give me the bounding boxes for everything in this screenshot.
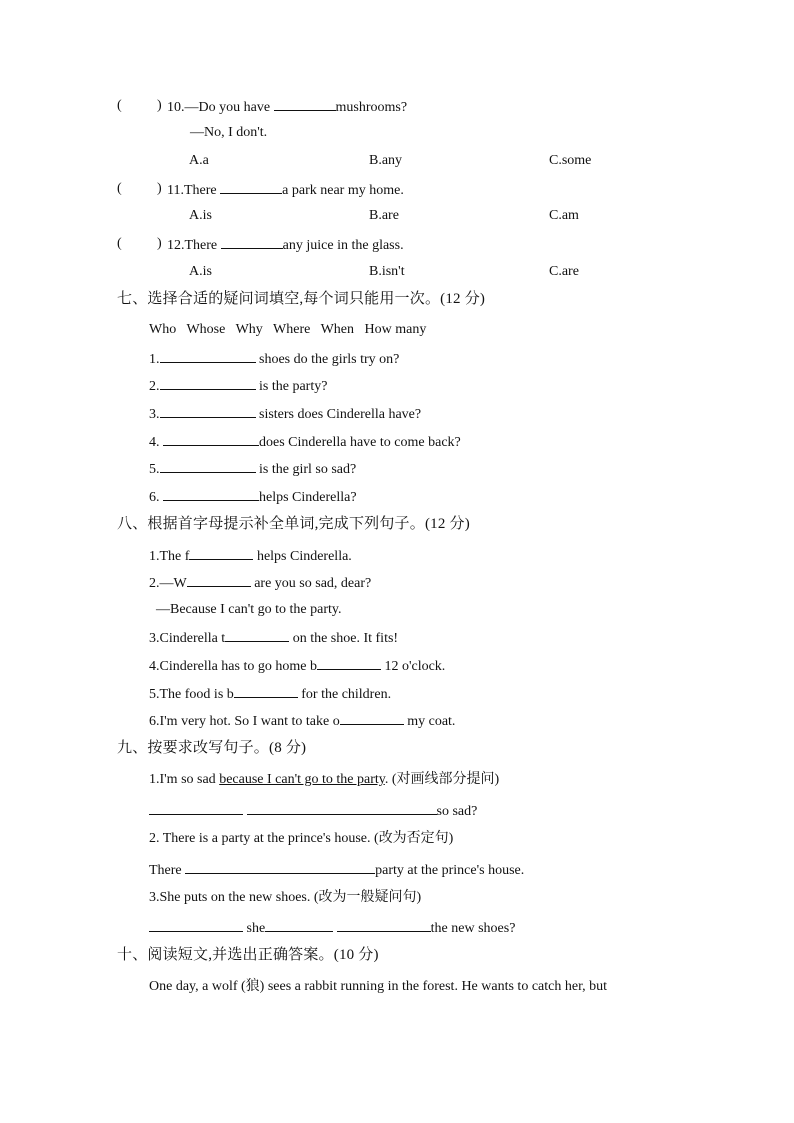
stem-text: any juice in the glass. — [282, 238, 404, 253]
item-text: so sad? — [436, 804, 478, 819]
part7-item-2 — [149, 376, 327, 394]
fill-blank[interactable] — [163, 487, 259, 501]
fill-blank[interactable] — [221, 235, 283, 249]
question-12-stem — [167, 235, 404, 253]
section-8-heading: 八、根据首字母提示补全单词,完成下列句子。(12 分) — [117, 516, 470, 532]
stem-text: mushrooms? — [335, 100, 408, 115]
word-bank: Who Whose Why Where When How many — [149, 322, 427, 337]
fill-blank[interactable] — [337, 918, 431, 932]
option-c[interactable]: C.some — [549, 153, 592, 168]
option-b[interactable]: B.any — [369, 153, 403, 168]
underlined-text: because I can't go to the party — [219, 772, 385, 787]
item-text: party at the prince's house. — [375, 863, 525, 878]
item-text: sisters does Cinderella have? — [259, 407, 422, 422]
fill-blank[interactable] — [187, 573, 251, 587]
fill-blank[interactable] — [274, 97, 336, 111]
item-number: 2. — [149, 379, 160, 394]
question-11-stem — [167, 180, 404, 198]
item-text: my coat. — [407, 714, 456, 729]
fill-blank[interactable] — [317, 656, 381, 670]
part7-item-6 — [149, 487, 357, 505]
item-text: 5.The food is b — [149, 687, 234, 702]
item-text: the new shoes? — [430, 921, 516, 936]
item-text: 4.Cinderella has to go home b — [149, 659, 317, 674]
part7-item-3 — [149, 404, 421, 422]
fill-blank[interactable] — [149, 918, 243, 932]
fill-blank[interactable] — [247, 801, 437, 815]
answer-paren-open: ( — [117, 236, 122, 251]
fill-blank[interactable] — [163, 432, 259, 446]
item-number: 4. — [149, 435, 160, 450]
part9-q3-answer — [149, 918, 515, 936]
part8-item-2-reply: —Because I can't go to the party. — [156, 602, 342, 617]
item-text: 2.—W — [149, 576, 187, 591]
fill-blank[interactable] — [160, 404, 256, 418]
item-text: is the girl so sad? — [259, 462, 357, 477]
passage-line: One day, a wolf (狼) sees a rabbit running in the forest. He wants to catch her, but — [149, 979, 608, 994]
fill-blank[interactable] — [149, 801, 243, 815]
item-text: for the children. — [301, 687, 392, 702]
option-b[interactable]: B.isn't — [369, 264, 405, 279]
part8-item-5 — [149, 684, 391, 702]
part9-q3: 3.She puts on the new shoes. (改为一般疑问句) — [149, 890, 422, 905]
fill-blank[interactable] — [340, 711, 404, 725]
item-text: does Cinderella have to come back? — [259, 435, 461, 450]
item-number: 3. — [149, 407, 160, 422]
item-text: she — [246, 921, 266, 936]
item-text: 12 o'clock. — [384, 659, 446, 674]
answer-paren-close: ) — [157, 181, 162, 196]
fill-blank[interactable] — [265, 918, 333, 932]
stem-text: There — [183, 183, 217, 198]
part9-q2-answer — [149, 860, 524, 878]
item-text: on the shoe. It fits! — [292, 631, 399, 646]
fill-blank[interactable] — [220, 180, 282, 194]
item-text: 1.The f — [149, 549, 190, 564]
answer-paren-close: ) — [157, 236, 162, 251]
item-text: . (对画线部分提问) — [384, 772, 500, 787]
option-a[interactable]: A.is — [189, 264, 212, 279]
answer-paren-close: ) — [157, 98, 162, 113]
item-text: are you so sad, dear? — [254, 576, 372, 591]
part7-item-1 — [149, 349, 399, 367]
option-a[interactable]: A.a — [189, 153, 209, 168]
part7-item-5 — [149, 459, 356, 477]
stem-text: There — [184, 238, 218, 253]
part8-item-1 — [149, 546, 352, 564]
option-c[interactable]: C.am — [549, 208, 579, 223]
fill-blank[interactable] — [225, 628, 289, 642]
section-9-heading: 九、按要求改写句子。(8 分) — [117, 740, 307, 756]
question-number: 11. — [167, 183, 184, 198]
part9-q2: 2. There is a party at the prince's house. (改为否定句) — [149, 831, 454, 846]
question-number: 12. — [167, 238, 185, 253]
answer-paren-open: ( — [117, 98, 122, 113]
part8-item-6 — [149, 711, 455, 729]
part9-q1-answer — [149, 801, 477, 819]
fill-blank[interactable] — [234, 684, 298, 698]
item-number: 6. — [149, 490, 160, 505]
fill-blank[interactable] — [160, 376, 256, 390]
part8-item-3 — [149, 628, 398, 646]
stem-text: —Do you have — [184, 100, 271, 115]
question-10-stem — [167, 97, 407, 115]
section-10-heading: 十、阅读短文,并选出正确答案。(10 分) — [117, 947, 379, 963]
fill-blank[interactable] — [160, 349, 256, 363]
answer-paren-open: ( — [117, 181, 122, 196]
item-number: 1. — [149, 352, 160, 367]
part8-item-2 — [149, 573, 371, 591]
item-text: helps Cinderella? — [259, 490, 357, 505]
fill-blank[interactable] — [189, 546, 253, 560]
item-text: is the party? — [259, 379, 328, 394]
item-text: 6.I'm very hot. So I want to take o — [149, 714, 340, 729]
option-c[interactable]: C.are — [549, 264, 579, 279]
section-7-heading: 七、选择合适的疑问词填空,每个词只能用一次。(12 分) — [117, 291, 486, 307]
item-text: helps Cinderella. — [256, 549, 352, 564]
part7-item-4 — [149, 432, 461, 450]
stem-text: a park near my home. — [282, 183, 404, 198]
item-number: 5. — [149, 462, 160, 477]
item-text: 3.Cinderella t — [149, 631, 226, 646]
question-10-reply: —No, I don't. — [190, 125, 268, 140]
fill-blank[interactable] — [185, 860, 375, 874]
item-text: There — [149, 863, 182, 878]
part8-item-4 — [149, 656, 445, 674]
fill-blank[interactable] — [160, 459, 256, 473]
question-number: 10. — [167, 100, 185, 115]
option-a[interactable]: A.is — [189, 208, 212, 223]
item-text: shoes do the girls try on? — [259, 352, 400, 367]
item-text: 1.I'm so sad — [149, 772, 220, 787]
part9-q1 — [149, 771, 499, 789]
option-b[interactable]: B.are — [369, 208, 399, 223]
